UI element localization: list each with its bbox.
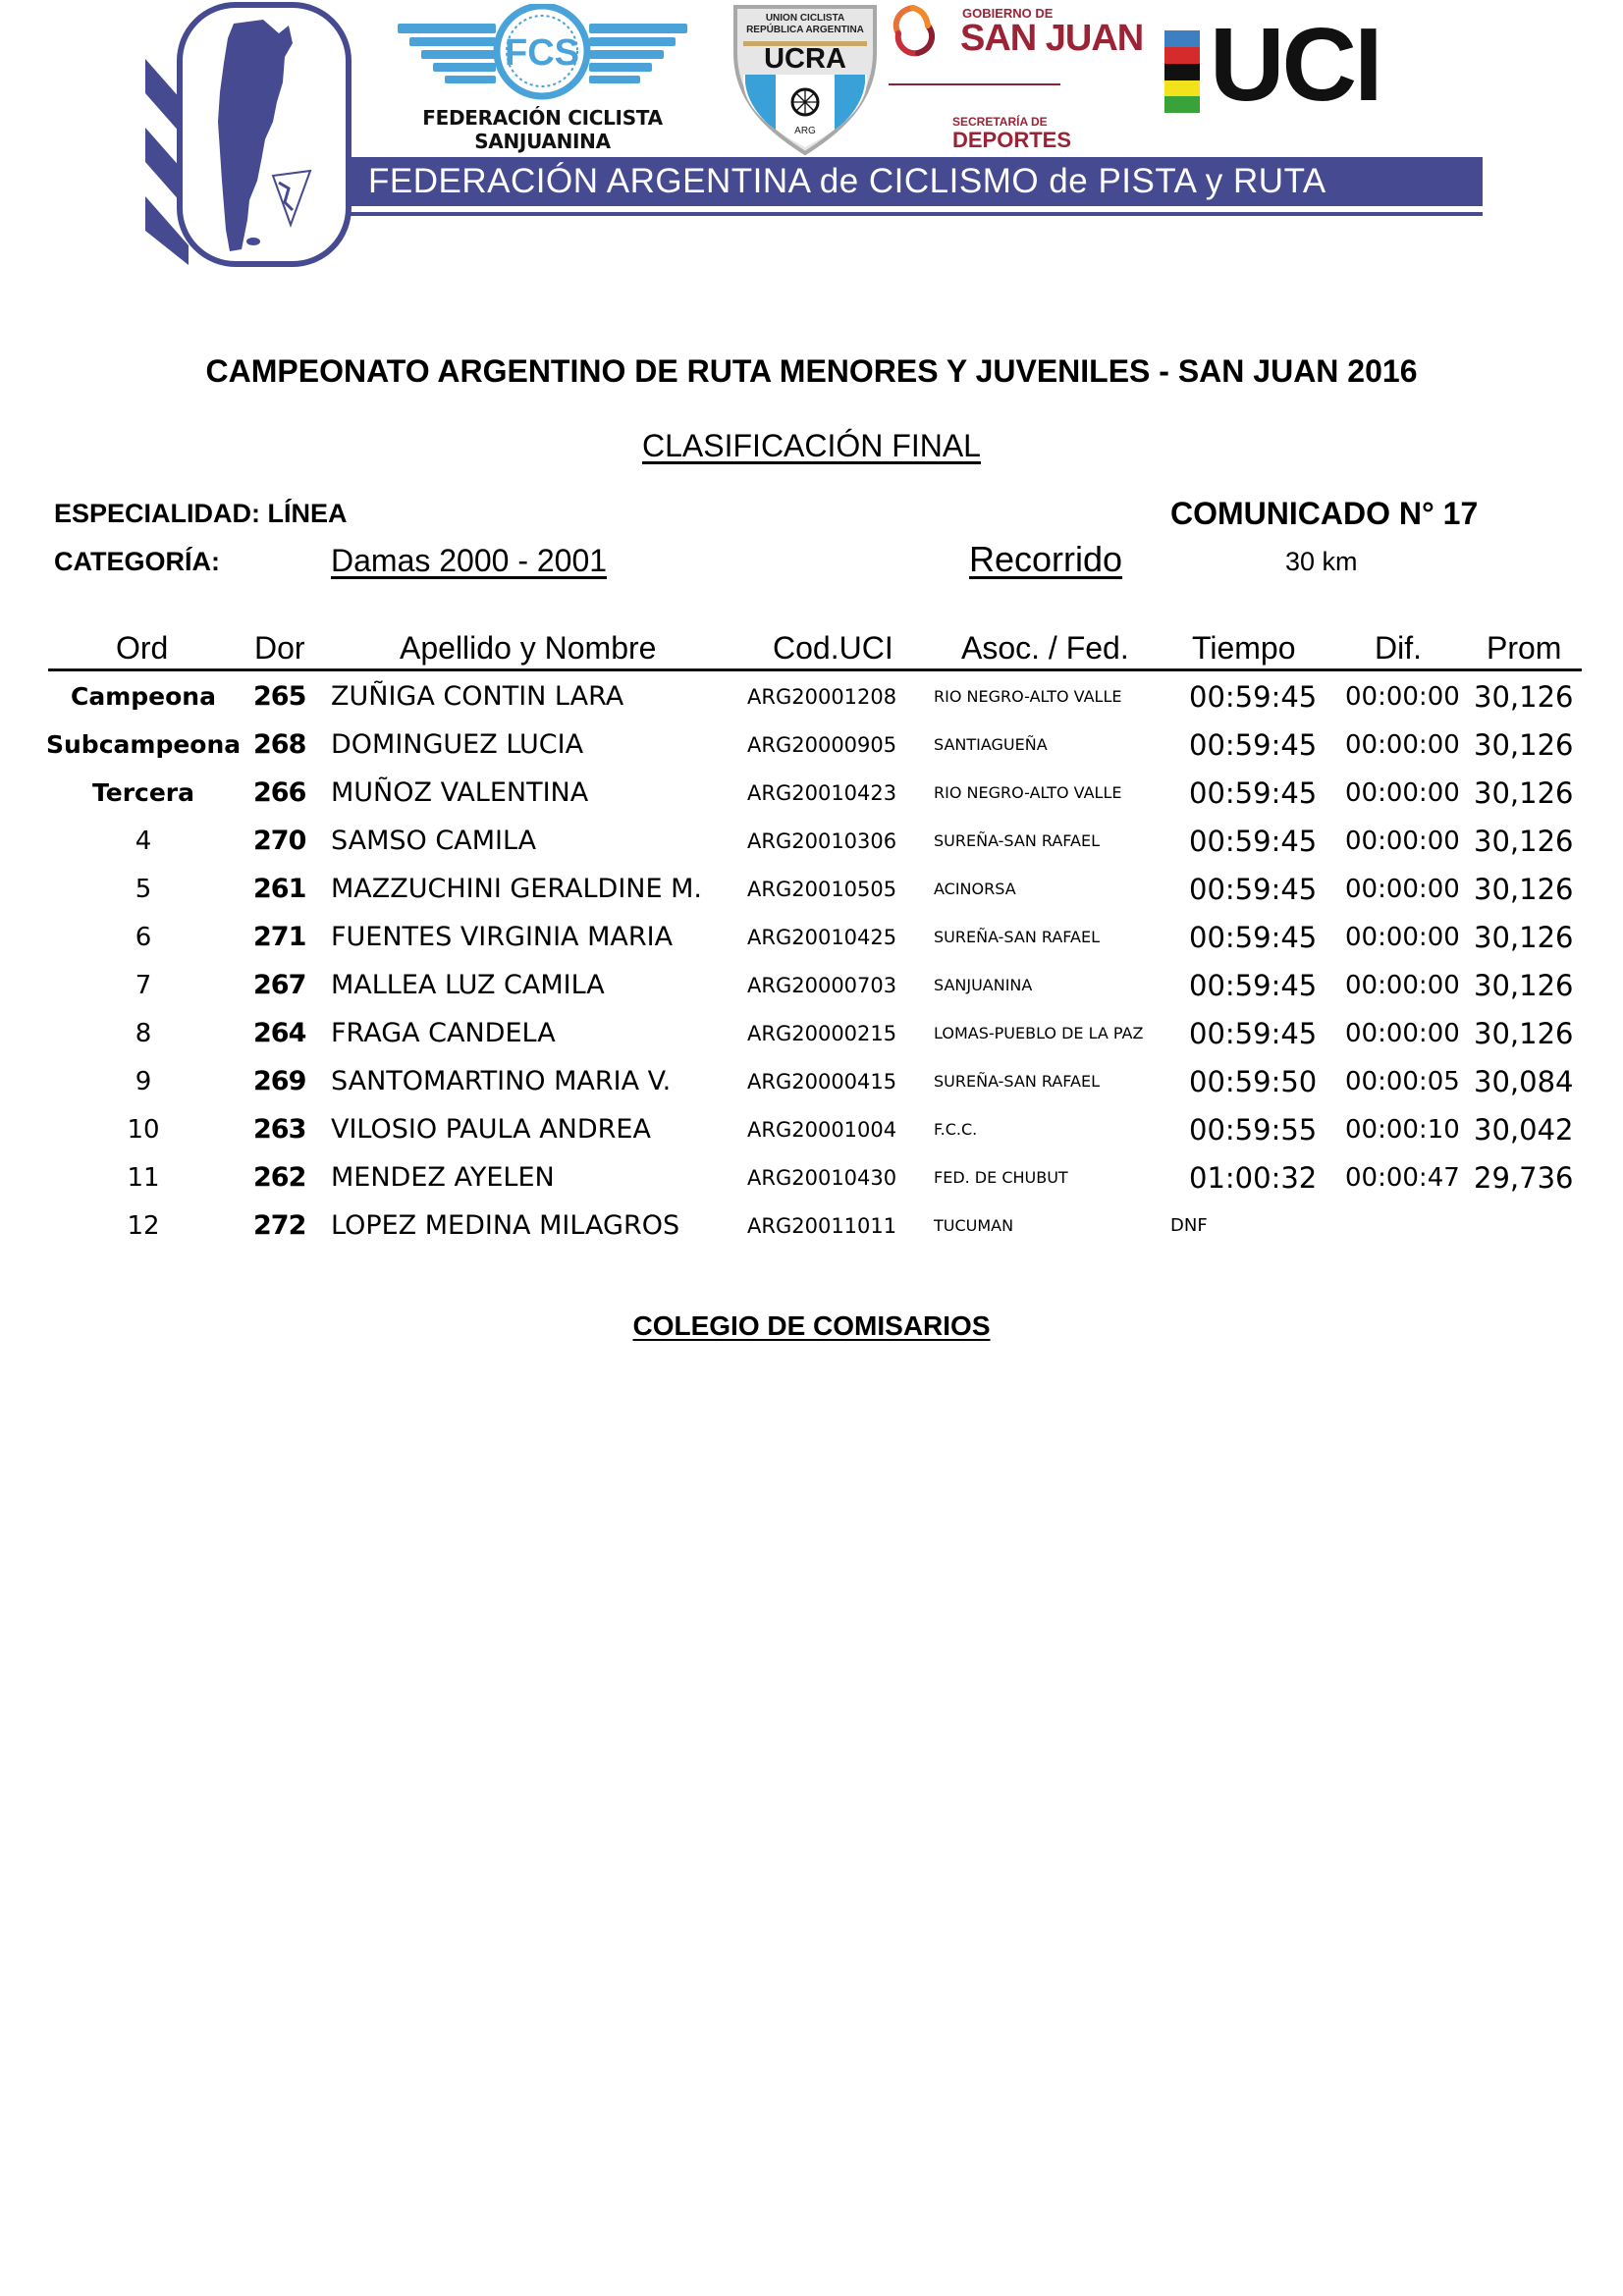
cell-name: LOPEZ MEDINA MILAGROS bbox=[331, 1210, 680, 1241]
cell-dor: 269 bbox=[253, 1066, 306, 1096]
table-row bbox=[0, 1206, 1623, 1255]
ucra-top-line2: REPÚBLICA ARGENTINA bbox=[746, 25, 864, 35]
cell-dif: 00:00:00 bbox=[1345, 1019, 1460, 1048]
cell-dif: 00:00:00 bbox=[1345, 875, 1460, 904]
fcs-name bbox=[393, 106, 692, 153]
header-asoc-fed: Asoc. / Fed. bbox=[961, 630, 1129, 666]
cell-dor: 268 bbox=[253, 729, 306, 760]
subtitle-text: CLASIFICACIÓN FINAL bbox=[642, 428, 981, 463]
colegio-comisarios-text: COLEGIO DE COMISARIOS bbox=[632, 1310, 991, 1341]
san-juan-secretaria: SECRETARÍA DE bbox=[952, 115, 1048, 129]
cell-tiempo: 00:59:50 bbox=[1189, 1065, 1318, 1098]
cell-name: SANTOMARTINO MARIA V. bbox=[331, 1066, 672, 1096]
cell-name: MAZZUCHINI GERALDINE M. bbox=[331, 874, 703, 904]
federation-band-underline bbox=[349, 212, 1483, 216]
header-tiempo: Tiempo bbox=[1192, 630, 1296, 666]
uci-rainbow-stripes bbox=[1164, 30, 1200, 113]
cell-prom: 30,042 bbox=[1474, 1113, 1574, 1147]
cell-dor: 271 bbox=[253, 922, 306, 952]
uci-stripe bbox=[1164, 80, 1200, 96]
cell-ord: 11 bbox=[127, 1163, 160, 1193]
cell-prom: 30,126 bbox=[1474, 728, 1574, 762]
cell-prom: 30,126 bbox=[1474, 680, 1574, 714]
cell-dif: 00:00:47 bbox=[1345, 1163, 1460, 1193]
header-name: Apellido y Nombre bbox=[400, 630, 657, 666]
cell-ord: 10 bbox=[127, 1115, 160, 1145]
cell-dor: 266 bbox=[253, 777, 306, 808]
cell-cod-uci: ARG20000415 bbox=[747, 1070, 897, 1094]
comunicado-number: COMUNICADO N° 17 bbox=[1170, 496, 1479, 531]
header-cod-uci: Cod.UCI bbox=[773, 630, 893, 666]
cell-tiempo: 01:00:32 bbox=[1189, 1161, 1318, 1195]
san-juan-deportes: DEPORTES bbox=[952, 128, 1072, 152]
cell-dif: 00:00:00 bbox=[1345, 730, 1460, 760]
table-row bbox=[0, 870, 1623, 918]
cell-dor: 270 bbox=[253, 826, 306, 856]
colegio-comisarios bbox=[0, 1309, 1623, 1343]
cell-asoc-fed: ACINORSA bbox=[934, 880, 1016, 898]
cell-asoc-fed: SANJUANINA bbox=[934, 976, 1033, 994]
cell-prom: 30,126 bbox=[1474, 873, 1574, 906]
cell-ord: 12 bbox=[127, 1211, 160, 1241]
cell-ord: 7 bbox=[135, 971, 152, 1000]
fcs-winged-logo-icon bbox=[398, 4, 687, 102]
cell-tiempo: 00:59:45 bbox=[1189, 969, 1318, 1002]
cell-dor: 272 bbox=[253, 1210, 306, 1241]
cell-asoc-fed: TUCUMAN bbox=[934, 1216, 1014, 1235]
cell-ord: 4 bbox=[135, 827, 152, 856]
cell-prom: 29,736 bbox=[1474, 1161, 1574, 1195]
header-dif: Dif. bbox=[1375, 630, 1422, 666]
categoria-value: Damas 2000 - 2001 bbox=[331, 543, 608, 578]
cell-asoc-fed: F.C.C. bbox=[934, 1120, 978, 1139]
cell-prom: 30,084 bbox=[1474, 1065, 1574, 1098]
especialidad-label: ESPECIALIDAD: LÍNEA bbox=[54, 499, 348, 528]
table-row bbox=[0, 774, 1623, 822]
cell-name: MALLEA LUZ CAMILA bbox=[331, 970, 605, 1000]
table-row bbox=[0, 725, 1623, 774]
cell-dor: 261 bbox=[253, 874, 306, 904]
san-juan-name: SAN JUAN bbox=[960, 18, 1144, 59]
cell-prom: 30,126 bbox=[1474, 776, 1574, 810]
fcs-name-line2: SANJUANINA bbox=[474, 130, 611, 153]
ucra-top-text bbox=[741, 13, 869, 36]
cell-asoc-fed: FED. DE CHUBUT bbox=[934, 1168, 1068, 1187]
federation-band-text: FEDERACIÓN ARGENTINA de CICLISMO de PISTA y RUTA bbox=[368, 162, 1326, 200]
header-ord: Ord bbox=[116, 630, 169, 666]
cell-cod-uci: ARG20000905 bbox=[747, 733, 897, 757]
cell-prom: 30,126 bbox=[1474, 969, 1574, 1002]
table-row bbox=[0, 822, 1623, 870]
table-row bbox=[0, 1158, 1623, 1206]
cell-asoc-fed: RIO NEGRO-ALTO VALLE bbox=[934, 783, 1122, 802]
cell-name: ZUÑIGA CONTIN LARA bbox=[331, 681, 624, 712]
cell-tiempo: 00:59:45 bbox=[1189, 728, 1318, 762]
cell-ord: 6 bbox=[135, 923, 152, 952]
cell-dif: 00:00:00 bbox=[1345, 778, 1460, 808]
cell-cod-uci: ARG20010423 bbox=[747, 781, 897, 805]
cell-tiempo: 00:59:45 bbox=[1189, 873, 1318, 906]
cell-dor: 265 bbox=[253, 681, 306, 712]
cell-ord: 8 bbox=[135, 1019, 152, 1048]
san-juan-divider bbox=[889, 83, 1060, 85]
cell-name: DOMINGUEZ LUCIA bbox=[331, 729, 584, 760]
cell-tiempo: 00:59:55 bbox=[1189, 1113, 1318, 1147]
categoria-label: CATEGORÍA: bbox=[54, 547, 220, 576]
cell-asoc-fed: SUREÑA-SAN RAFAEL bbox=[934, 928, 1100, 946]
cell-dor: 262 bbox=[253, 1162, 306, 1193]
table-row bbox=[0, 1014, 1623, 1062]
uci-stripe bbox=[1164, 30, 1200, 47]
cell-asoc-fed: LOMAS-PUEBLO DE LA PAZ bbox=[934, 1024, 1144, 1042]
cell-dor: 267 bbox=[253, 970, 306, 1000]
uci-stripe bbox=[1164, 47, 1200, 64]
argentina-map-icon bbox=[194, 14, 332, 259]
cell-cod-uci: ARG20010425 bbox=[747, 926, 897, 949]
ucra-country: ARG bbox=[794, 126, 816, 136]
cell-tiempo: 00:59:45 bbox=[1189, 1017, 1318, 1050]
cell-name: FUENTES VIRGINIA MARIA bbox=[331, 922, 674, 952]
cell-tiempo: 00:59:45 bbox=[1189, 921, 1318, 954]
cell-prom: 30,126 bbox=[1474, 921, 1574, 954]
cell-cod-uci: ARG20011011 bbox=[747, 1214, 897, 1238]
cell-ord: 5 bbox=[135, 875, 152, 904]
cell-name: SAMSO CAMILA bbox=[331, 826, 537, 856]
argentina-map-logo bbox=[177, 2, 352, 267]
table-row bbox=[0, 966, 1623, 1014]
cell-tiempo: 00:59:45 bbox=[1189, 680, 1318, 714]
san-juan-sun-icon bbox=[889, 2, 938, 59]
header-dor: Dor bbox=[254, 630, 305, 666]
cell-asoc-fed: RIO NEGRO-ALTO VALLE bbox=[934, 687, 1122, 706]
recorrido-label: Recorrido bbox=[969, 539, 1123, 579]
fcs-monogram: FCS bbox=[505, 32, 579, 74]
table-row bbox=[0, 677, 1623, 725]
ucra-top-line1: UNION CICLISTA bbox=[765, 13, 845, 24]
cell-asoc-fed: SUREÑA-SAN RAFAEL bbox=[934, 1072, 1100, 1091]
cell-dor: 264 bbox=[253, 1018, 306, 1048]
cell-cod-uci: ARG20000703 bbox=[747, 974, 897, 997]
cell-cod-uci: ARG20010430 bbox=[747, 1166, 897, 1190]
uci-stripe bbox=[1164, 64, 1200, 80]
results-table-header bbox=[0, 628, 1623, 667]
cell-ord: Tercera bbox=[92, 778, 194, 807]
cell-cod-uci: ARG20000215 bbox=[747, 1022, 897, 1045]
cell-dif: 00:00:00 bbox=[1345, 682, 1460, 712]
cell-cod-uci: ARG20001004 bbox=[747, 1118, 897, 1142]
ucra-name: UCRA bbox=[764, 43, 846, 75]
cell-ord: Subcampeona bbox=[46, 730, 241, 759]
cell-ord: Campeona bbox=[71, 682, 216, 711]
header-banner bbox=[0, 0, 1623, 285]
cell-dif: 00:00:00 bbox=[1345, 971, 1460, 1000]
cell-dif: 00:00:00 bbox=[1345, 827, 1460, 856]
cell-dor: 263 bbox=[253, 1114, 306, 1145]
uci-stripe bbox=[1164, 96, 1200, 113]
cell-name: FRAGA CANDELA bbox=[331, 1018, 556, 1048]
cell-name: MENDEZ AYELEN bbox=[331, 1162, 555, 1193]
cell-prom: 30,126 bbox=[1474, 825, 1574, 858]
cell-prom: 30,126 bbox=[1474, 1017, 1574, 1050]
table-row bbox=[0, 1110, 1623, 1158]
cell-cod-uci: ARG20001208 bbox=[747, 685, 897, 709]
uci-logo-text: UCI bbox=[1210, 7, 1380, 123]
cell-ord: 9 bbox=[135, 1067, 152, 1096]
document-title: CAMPEONATO ARGENTINO DE RUTA MENORES Y JUVENILES - SAN JUAN 2016 bbox=[205, 353, 1418, 389]
cell-name: MUÑOZ VALENTINA bbox=[331, 777, 589, 808]
cell-name: VILOSIO PAULA ANDREA bbox=[331, 1114, 651, 1145]
cell-dif: 00:00:00 bbox=[1345, 923, 1460, 952]
san-juan-gobierno: GOBIERNO DE bbox=[962, 6, 1054, 21]
results-table-body bbox=[0, 677, 1623, 1255]
cell-status: DNF bbox=[1170, 1215, 1208, 1236]
cell-tiempo: 00:59:45 bbox=[1189, 825, 1318, 858]
cell-asoc-fed: SUREÑA-SAN RAFAEL bbox=[934, 831, 1100, 850]
header-divider bbox=[48, 668, 1582, 671]
cell-tiempo: 00:59:45 bbox=[1189, 776, 1318, 810]
cell-dif: 00:00:10 bbox=[1345, 1115, 1460, 1145]
cell-cod-uci: ARG20010306 bbox=[747, 829, 897, 853]
header-prom: Prom bbox=[1487, 630, 1562, 666]
cell-asoc-fed: SANTIAGUEÑA bbox=[934, 735, 1048, 754]
table-row bbox=[0, 918, 1623, 966]
cell-cod-uci: ARG20010505 bbox=[747, 878, 897, 901]
recorrido-value: 30 km bbox=[1285, 547, 1358, 576]
fcs-name-line1: FEDERACIÓN CICLISTA bbox=[422, 106, 663, 130]
cell-dif: 00:00:05 bbox=[1345, 1067, 1460, 1096]
document-subtitle bbox=[0, 426, 1623, 465]
table-row bbox=[0, 1062, 1623, 1110]
